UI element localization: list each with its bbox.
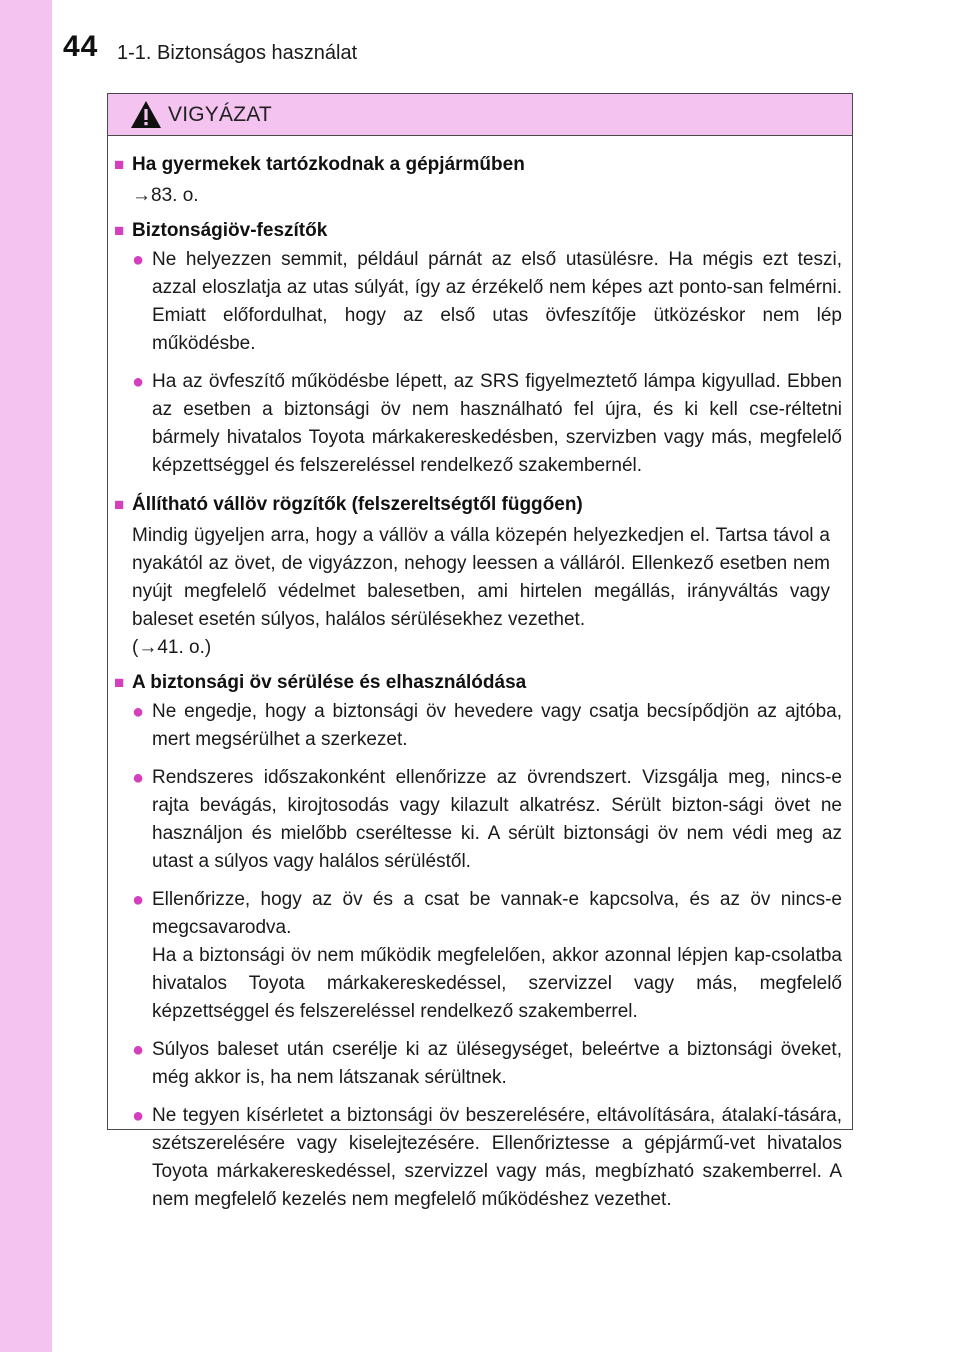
circle-bullet-icon: ● (132, 1039, 145, 1061)
bullet-item (132, 1102, 842, 1214)
section-paragraph-text: Mindig ügyeljen arra, hogy a vállöv a válla közepén helyezkedjen el. Tartsa távol a nyakától az övet, de vigyázzon, nehogy leessen a válláról. Ellenkező esetben nem nyújt megfelelő védelmet balesetben, ami hirtelen megállás, irányváltás vagy baleset esetén súlyos, halálos sérülésekhez vezethet. (132, 525, 830, 630)
section-children (114, 150, 842, 210)
bullet-text: Ne tegyen kísérletet a biztonsági öv beszerelésére, eltávolítására, átalakí-tására, szétszerelésére vagy kiselejtezésére. Ellenőriztesse a gépjármű-vet hivatalos Toyota márkakereskedéssel, szervizzel vagy más, megbízható szakemberrel. A nem megfelelő kezelés nem megfelelő működéshez vezethet. (152, 1105, 842, 1210)
warning-header (108, 94, 852, 136)
section-heading (114, 668, 842, 698)
bullet-item (132, 1036, 842, 1092)
warning-header-label: VIGYÁZAT (168, 102, 272, 126)
circle-bullet-icon: ● (132, 1105, 145, 1127)
bullet-text: Ne engedje, hogy a biztonsági öv hevedere vagy csatja becsípődjön az ajtóba, mert megsérülhet a szerkezet. (152, 701, 842, 750)
page-reference: (→41. o.) (132, 637, 212, 658)
bullet-item (132, 764, 842, 876)
bullet-item (132, 886, 842, 1026)
section-pretensioners (114, 216, 842, 480)
bullet-text: Súlyos baleset után cserélje ki az ülésegységet, beleértve a biztonsági öveket, még akkor is, ha nem látszanak sérültnek. (152, 1039, 842, 1088)
bullet-item (132, 246, 842, 358)
circle-bullet-icon: ● (132, 767, 145, 789)
square-bullet-icon: ■ (114, 155, 125, 174)
bullet-item (132, 368, 842, 480)
section-heading-text: Ha gyermekek tartózkodnak a gépjárműben (132, 154, 525, 175)
warning-box (107, 93, 853, 1210)
circle-bullet-icon: ● (132, 249, 145, 271)
circle-bullet-icon: ● (132, 701, 145, 723)
bullet-text: Ellenőrizze, hogy az öv és a csat be vannak-e kapcsolva, és az öv nincs-e megcsavarodva. (152, 889, 842, 938)
circle-bullet-icon: ● (132, 889, 145, 911)
section-heading-text: Állítható vállöv rögzítők (felszereltségtől függően) (132, 494, 583, 515)
bullet-text: Rendszeres időszakonként ellenőrizze az övrendszert. Vizsgálja meg, nincs-e rajta bevágás, kirojtosodás vagy kilazult alkatrész. Sérült bizton-sági övet ne használjon és mielőbb cseréltesse ki. A sérült biztonsági öv nem védi meg az utast a súlyos vagy halálos sérüléstől. (152, 767, 842, 872)
bullet-continuation: Ha a biztonsági öv nem működik megfelelően, akkor azonnal lépjen kap-csolatba hivatalos Toyota márkakereskedéssel, szervizzel vagy más, megfelelő képzettséggel és felszereléssel rendelkező szakemberrel. (152, 945, 842, 1022)
section-shoulder-anchor (114, 490, 842, 662)
page-number: 44 (63, 30, 99, 63)
section-title: 1-1. Biztonságos használat (117, 42, 358, 64)
bullet-text: Ha az övfeszítő működésbe lépett, az SRS figyelmeztető lámpa kigyullad. Ebben az esetben a biztonsági öv nem használható fel újra, és ki kell cse-réltetni bármely hivatalos Toyota márkakereskedésben, szervizben vagy más, megfelelő képzettséggel és felszereléssel rendelkező szakembernél. (152, 371, 842, 476)
bullet-text: Ne helyezzen semmit, például párnát az első utasülésre. Ha mégis ezt teszi, azzal eloszlatja az utas súlyát, így az érzékelő nem képes azt ponto-san felmérni. Emiatt előfordulhat, hogy az első utas övfeszítője ütközéskor nem lép működésbe. (152, 249, 842, 354)
warning-triangle-icon (130, 99, 162, 131)
warning-body (108, 136, 852, 1214)
section-heading-text: A biztonsági öv sérülése és elhasználódása (132, 672, 527, 693)
section-heading (114, 150, 842, 180)
page-reference: →83. o. (132, 185, 199, 206)
square-bullet-icon: ■ (114, 221, 125, 240)
bullet-item (132, 698, 842, 754)
square-bullet-icon: ■ (114, 495, 125, 514)
section-heading (114, 216, 842, 246)
section-damage-wear (114, 668, 842, 1214)
square-bullet-icon: ■ (114, 673, 125, 692)
circle-bullet-icon: ● (132, 371, 145, 393)
section-paragraph (132, 522, 830, 662)
bullet-text-group (152, 886, 842, 1026)
section-heading (114, 490, 842, 520)
side-color-band (0, 0, 52, 1352)
section-heading-text: Biztonságiöv-feszítők (132, 220, 328, 241)
